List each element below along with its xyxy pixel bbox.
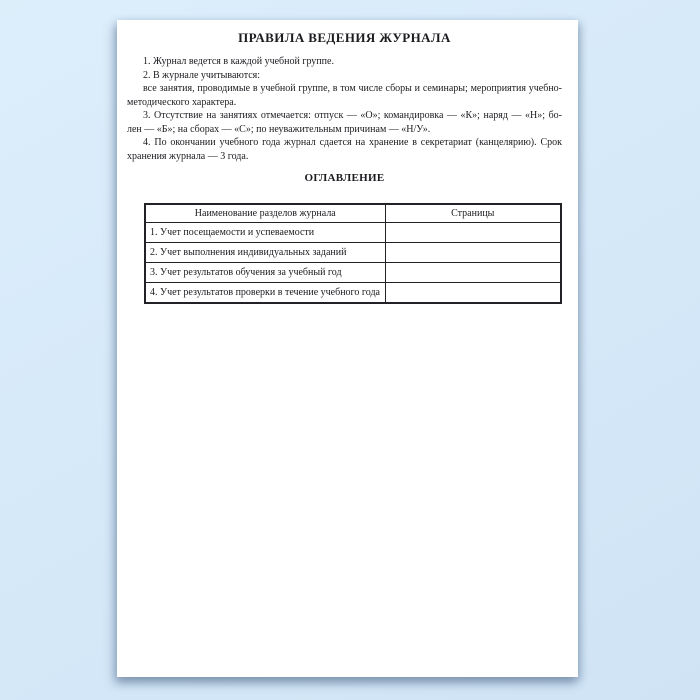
document-body — [127, 55, 562, 163]
toc-heading: ОГЛАВЛЕНИЕ — [304, 172, 385, 184]
document-title: ПРАВИЛА ВЕДЕНИЯ ЖУРНАЛА — [238, 30, 451, 45]
toc-pages-cell — [385, 283, 561, 304]
toc-table — [144, 203, 562, 304]
paragraph-line: 1. Журнал ведется в каждой учебной группе. — [143, 56, 334, 67]
paragraph-line: 3. Отсутствие на занятиях отмечается: отпуск — «О»; командировка — «К»; наряд — «Н»; бо- — [143, 110, 562, 121]
paragraph-line: 4. По окончании учебного года журнал сдается на хранение в секретариат (канцелярию). Срок — [143, 137, 562, 148]
toc-row — [145, 223, 561, 243]
paragraph-line: 2. В журнале учитываются: — [143, 69, 261, 81]
toc-row — [145, 243, 561, 263]
toc-row — [145, 263, 561, 283]
paragraph-line: хранения журнала — 3 года. — [127, 150, 249, 162]
paragraph-line: лен — «Б»; на сборах — «С»; по неуважительным причинам — «Н/У». — [127, 123, 431, 135]
document-page — [117, 20, 578, 677]
toc-pages-cell — [385, 223, 561, 243]
toc-pages-cell — [385, 263, 561, 283]
toc-header-pages: Страницы — [385, 204, 561, 223]
toc-pages-cell — [385, 243, 561, 263]
toc-section-cell: 2. Учет выполнения индивидуальных заданий — [145, 243, 385, 263]
toc-section-cell: 1. Учет посещаемости и успеваемости — [145, 223, 385, 243]
paragraph-line: методического характера. — [127, 96, 237, 108]
paragraph-line: все занятия, проводимые в учебной группе, в том числе сборы и семинары; мероприятия учебно- — [143, 83, 562, 94]
toc-header-name: Наименование разделов журнала — [145, 204, 385, 223]
toc-header-row — [145, 204, 561, 223]
toc-section-cell: 4. Учет результатов проверки в течение учебного года — [145, 283, 385, 304]
toc-row — [145, 283, 561, 304]
toc-section-cell: 3. Учет результатов обучения за учебный год — [145, 263, 385, 283]
